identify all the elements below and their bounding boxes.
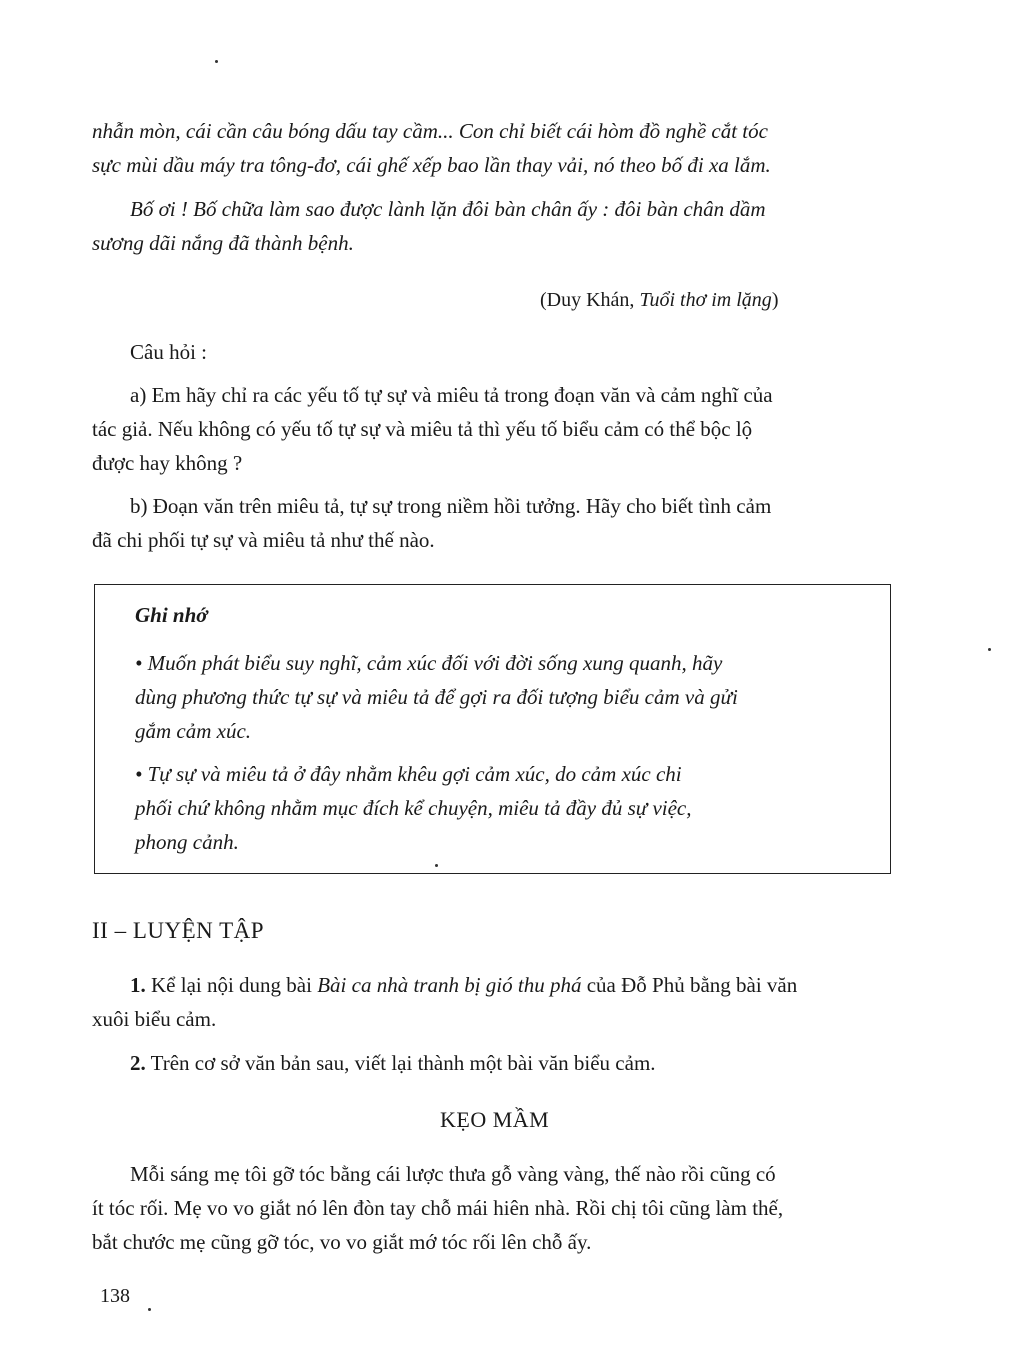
remember-bullet-2-line-2: phối chứ không nhằm mục đích kể chuyện, miêu tả đầy đủ sự việc,: [135, 796, 692, 820]
passage-line-1: nhẫn mòn, cái cần câu bóng dấu tay cầm... Con chỉ biết cái hòm đồ nghề cắt tóc: [92, 119, 768, 143]
question-a-line-3: được hay không ?: [92, 451, 243, 475]
story-line-2: ít tóc rối. Mẹ vo vo giắt nó lên đòn tay chỗ mái hiên nhà. Rồi chị tôi cũng làm thế,: [92, 1196, 784, 1220]
remember-bullet-1-line-2: dùng phương thức tự sự và miêu tả để gợi ra đối tượng biểu cảm và gửi: [135, 685, 738, 709]
scan-speck: [435, 864, 438, 867]
remember-bullet-1-line-3: gắm cảm xúc.: [135, 719, 252, 743]
exercise-1-text-after: của Đỗ Phủ bằng bài văn: [581, 973, 798, 997]
exercise-2-text: Trên cơ sở văn bản sau, viết lại thành một bài văn biểu cảm.: [145, 1051, 656, 1075]
exercise-1-line-2: xuôi biểu cảm.: [92, 1007, 217, 1031]
remember-bullet-2-line-3: phong cảnh.: [135, 830, 239, 854]
exercise-1-text-before: Kể lại nội dung bài: [145, 973, 318, 997]
question-b-line-1: b) Đoạn văn trên miêu tả, tự sự trong niềm hồi tưởng. Hãy cho biết tình cảm: [130, 494, 772, 518]
question-a-line-1: a) Em hãy chỉ ra các yếu tố tự sự và miêu tả trong đoạn văn và cảm nghĩ của: [130, 383, 773, 407]
scan-speck: [988, 648, 991, 651]
scan-speck: [148, 1308, 151, 1311]
story-title: KẸO MẦM: [440, 1107, 550, 1132]
exercise-1-line-1: [130, 969, 930, 1002]
story-line-1: Mỗi sáng mẹ tôi gỡ tóc bằng cái lược thưa gỗ vàng vàng, thế nào rồi cũng có: [130, 1162, 776, 1186]
exercise-2-line: [130, 1047, 930, 1080]
exercise-1-poem-title: Bài ca nhà tranh bị gió thu phá: [317, 973, 582, 997]
passage-line-2: sực mùi dầu máy tra tông-đơ, cái ghế xếp bao lần thay vải, nó theo bố đi xa lắm.: [92, 153, 771, 177]
passage-line-4: sương dãi nắng đã thành bệnh.: [92, 231, 354, 255]
story-line-3: bắt chước mẹ cũng gỡ tóc, vo vo giắt mớ tóc rối lên chỗ ấy.: [92, 1230, 592, 1254]
exercise-1-number: 1.: [130, 973, 146, 997]
remember-title: Ghi nhớ: [135, 603, 208, 627]
page-number: 138: [100, 1285, 130, 1307]
source-author: (Duy Khán,: [540, 289, 640, 311]
source-work-title: Tuổi thơ im lặng: [639, 289, 772, 311]
source-citation: [540, 286, 778, 314]
passage-line-3: Bố ơi ! Bố chữa làm sao được lành lặn đôi bàn chân ấy : đôi bàn chân dầm: [130, 197, 766, 221]
practice-heading: II – LUYỆN TẬP: [92, 918, 265, 943]
exercise-2-number: 2.: [130, 1051, 146, 1075]
question-b-line-2: đã chi phối tự sự và miêu tả như thế nào.: [92, 528, 435, 552]
remember-bullet-1-line-1: • Muốn phát biểu suy nghĩ, cảm xúc đối với đời sống xung quanh, hãy: [135, 651, 723, 675]
remember-box: [94, 584, 891, 874]
remember-bullet-2-line-1: • Tự sự và miêu tả ở đây nhằm khêu gợi cảm xúc, do cảm xúc chi: [135, 762, 682, 786]
source-suffix: ): [771, 289, 779, 311]
question-a-line-2: tác giả. Nếu không có yếu tố tự sự và miêu tả thì yếu tố biểu cảm có thể bộc lộ: [92, 417, 753, 441]
scan-speck: [215, 60, 218, 63]
questions-heading: Câu hỏi :: [130, 340, 207, 364]
